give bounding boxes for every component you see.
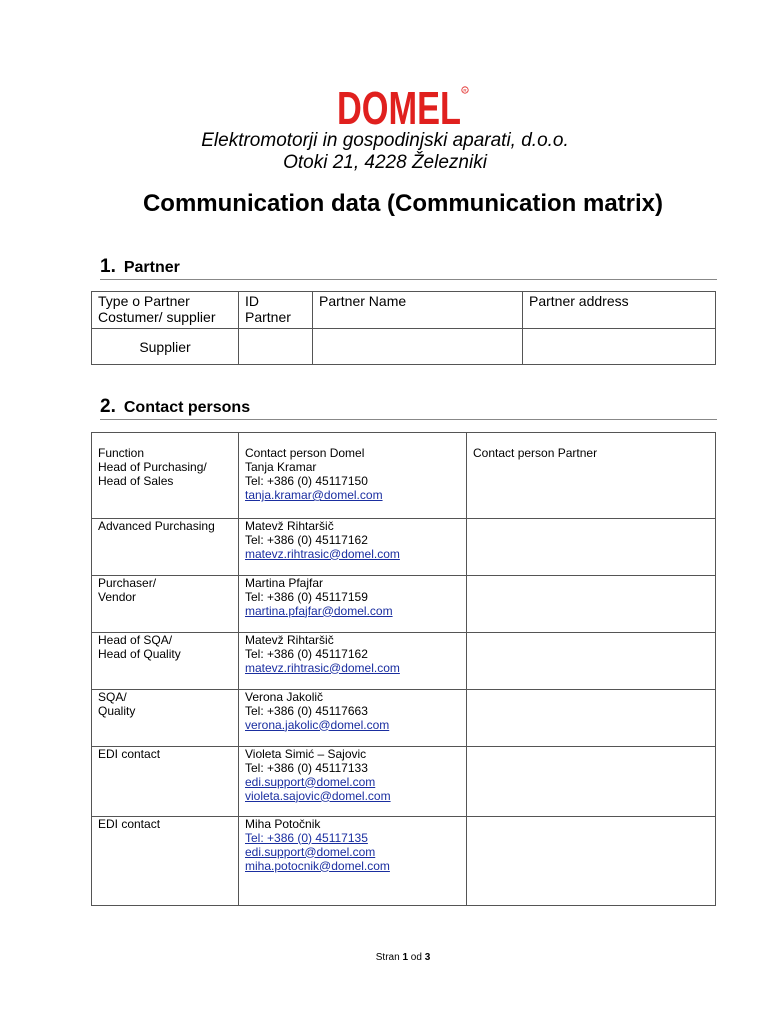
page-number: 1 bbox=[402, 952, 408, 963]
header-id: ID Partner bbox=[239, 292, 313, 329]
contact-name: Miha Potočnik bbox=[245, 816, 321, 831]
function-cell: Purchaser/ Vendor bbox=[92, 575, 239, 632]
header-function: Function bbox=[92, 433, 239, 461]
contact-domel-cell bbox=[239, 816, 467, 905]
table-row bbox=[92, 689, 716, 746]
contact-tel: Tel: +386 (0) 45117150 bbox=[245, 474, 368, 488]
page-footer: Stran 1 od 3 bbox=[375, 952, 431, 963]
contact-name: Violeta Simić – Sajovic bbox=[245, 746, 367, 761]
contact-partner-cell bbox=[467, 632, 716, 689]
company-address: Otoki 21, 4228 Železniki bbox=[283, 152, 487, 173]
email-link[interactable]: matevz.rihtrasic@domel.com bbox=[245, 660, 400, 675]
email-link[interactable]: violeta.sajovic@domel.com bbox=[245, 788, 391, 803]
contact-partner-cell bbox=[467, 575, 716, 632]
page-total: 3 bbox=[424, 952, 431, 963]
function-cell: EDI contact bbox=[92, 746, 239, 816]
contact-name: Matevž Rihtaršič bbox=[245, 632, 334, 647]
contact-tel: Tel: +386 (0) 45117133 bbox=[245, 760, 368, 775]
document-title: Communication data (Communication matrix) bbox=[142, 190, 664, 217]
contact-partner-cell bbox=[467, 460, 716, 518]
email-link[interactable]: edi.support@domel.com bbox=[245, 774, 376, 789]
contact-domel-cell bbox=[239, 689, 467, 746]
partner-type-cell: Supplier bbox=[92, 329, 239, 365]
contact-domel-cell bbox=[239, 575, 467, 632]
header-partner-address: Partner address bbox=[523, 292, 716, 329]
contact-tel: Tel: +386 (0) 45117663 bbox=[245, 703, 368, 718]
partner-address-cell bbox=[523, 329, 716, 365]
contact-domel-cell bbox=[239, 518, 467, 575]
function-cell: Head of SQA/ Head of Quality bbox=[92, 632, 239, 689]
svg-text:DOMEL: DOMEL bbox=[337, 84, 461, 128]
contact-name: Verona Jakolič bbox=[245, 689, 324, 704]
partner-id-cell bbox=[239, 329, 313, 365]
contact-domel-cell bbox=[239, 746, 467, 816]
section-label: Partner bbox=[123, 259, 180, 276]
domel-logo bbox=[335, 84, 470, 128]
header-contact-domel: Contact person Domel bbox=[239, 433, 467, 461]
table-row bbox=[92, 816, 716, 905]
email-link[interactable]: martina.pfajfar@domel.com bbox=[245, 603, 393, 618]
partner-name-cell bbox=[313, 329, 523, 365]
section-contacts-heading bbox=[100, 396, 717, 420]
email-link[interactable]: edi.support@domel.com bbox=[245, 844, 376, 859]
section-label: Contact persons bbox=[123, 399, 251, 416]
tel-link[interactable]: Tel: +386 (0) 45117135 bbox=[245, 830, 368, 845]
function-cell: EDI contact bbox=[92, 816, 239, 905]
table-row bbox=[92, 575, 716, 632]
contact-partner-cell bbox=[467, 816, 716, 905]
email-link[interactable]: verona.jakolic@domel.com bbox=[245, 717, 390, 732]
company-name: Elektromotorji in gospodinjski aparati, d.o.o. bbox=[201, 130, 569, 151]
contact-domel-cell bbox=[239, 632, 467, 689]
section-partner-heading bbox=[100, 256, 717, 280]
contact-tel: Tel: +386 (0) 45117162 bbox=[245, 646, 368, 661]
section-number: 1. bbox=[100, 256, 116, 277]
contact-tel: Tel: +386 (0) 45117162 bbox=[245, 532, 368, 547]
contact-name: Martina Pfajfar bbox=[245, 575, 324, 590]
svg-text:R: R bbox=[463, 88, 467, 93]
contact-tel: Tel: +386 (0) 45117159 bbox=[245, 589, 368, 604]
domel-logo-graphic bbox=[335, 84, 470, 128]
contacts-table bbox=[91, 432, 716, 906]
function-cell: Head of Purchasing/ Head of Sales bbox=[92, 460, 239, 518]
email-link[interactable]: miha.potocnik@domel.com bbox=[245, 858, 390, 873]
table-row bbox=[92, 632, 716, 689]
header-type: Type o Partner Costumer/ supplier bbox=[92, 292, 239, 329]
function-cell: Advanced Purchasing bbox=[92, 518, 239, 575]
contact-name: Matevž Rihtaršič bbox=[245, 518, 334, 533]
table-row bbox=[92, 460, 716, 518]
header-contact-partner: Contact person Partner bbox=[467, 433, 716, 461]
section-number: 2. bbox=[100, 396, 116, 417]
contact-name: Tanja Kramar bbox=[245, 460, 317, 474]
contact-partner-cell bbox=[467, 689, 716, 746]
table-row bbox=[92, 746, 716, 816]
table-row bbox=[92, 518, 716, 575]
email-link[interactable]: tanja.kramar@domel.com bbox=[245, 488, 383, 502]
contact-domel-cell bbox=[239, 460, 467, 518]
contact-partner-cell bbox=[467, 518, 716, 575]
function-cell: SQA/ Quality bbox=[92, 689, 239, 746]
partner-table bbox=[91, 291, 716, 365]
header-partner-name: Partner Name bbox=[313, 292, 523, 329]
contact-partner-cell bbox=[467, 746, 716, 816]
email-link[interactable]: matevz.rihtrasic@domel.com bbox=[245, 546, 400, 561]
